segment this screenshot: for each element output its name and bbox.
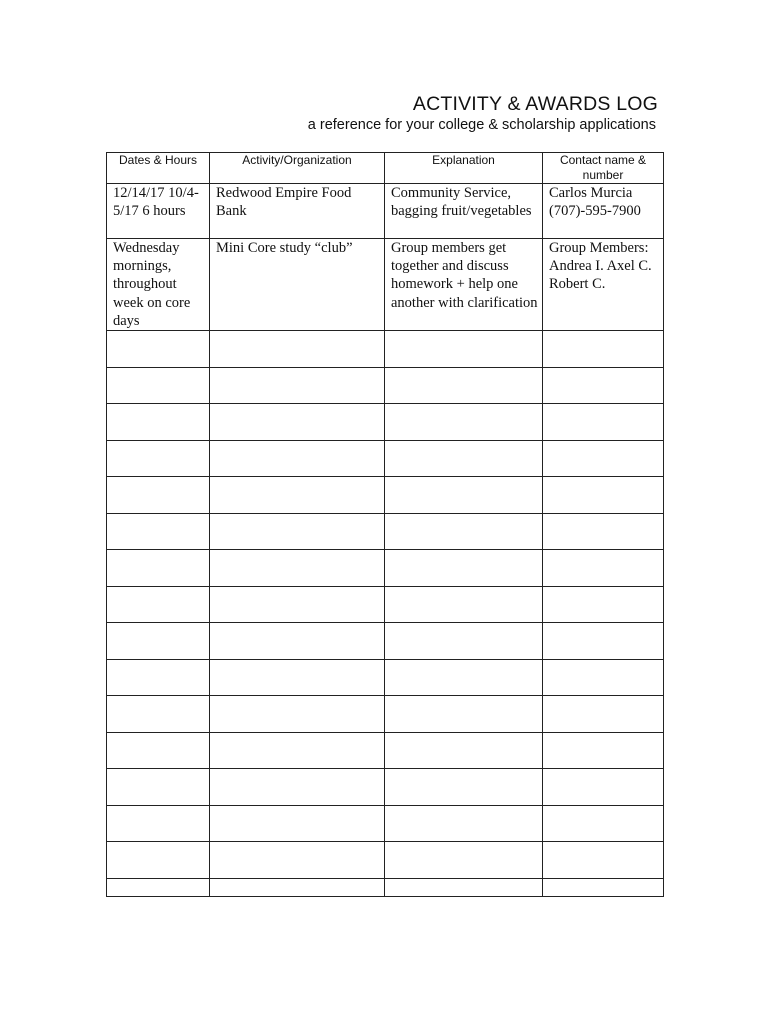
cell-activity-organization: Redwood Empire Food Bank xyxy=(210,184,385,239)
cell-contact-empty xyxy=(543,769,664,806)
cell-explanation-empty xyxy=(385,732,543,769)
cell-activity-organization-empty xyxy=(210,659,385,696)
cell-activity-organization-empty xyxy=(210,440,385,477)
table-header-row xyxy=(107,153,664,184)
document-subtitle: a reference for your college & scholarship applications xyxy=(307,117,656,133)
cell-activity-organization-empty xyxy=(210,878,385,896)
cell-explanation-empty xyxy=(385,367,543,404)
header-contact: Contact name & number xyxy=(543,153,664,184)
cell-dates-hours-empty xyxy=(107,404,210,441)
cell-activity-organization-empty xyxy=(210,367,385,404)
table-row-empty xyxy=(107,367,664,404)
cell-activity-organization: Mini Core study “club” xyxy=(210,239,385,331)
cell-explanation-empty xyxy=(385,586,543,623)
cell-explanation-empty xyxy=(385,659,543,696)
document-title: ACTIVITY & AWARDS LOG xyxy=(412,93,658,115)
cell-contact-empty xyxy=(543,477,664,514)
cell-dates-hours-empty xyxy=(107,331,210,368)
table-row-empty xyxy=(107,331,664,368)
table-row-empty xyxy=(107,550,664,587)
cell-explanation-empty xyxy=(385,440,543,477)
table-row-empty xyxy=(107,696,664,733)
cell-dates-hours: Wednesday mornings, throughout week on core days xyxy=(107,239,210,331)
cell-dates-hours-empty xyxy=(107,769,210,806)
table-row-empty xyxy=(107,586,664,623)
cell-dates-hours-empty xyxy=(107,513,210,550)
cell-activity-organization-empty xyxy=(210,696,385,733)
cell-explanation: Group members get together and discuss homework + help one another with clarification xyxy=(385,239,543,331)
cell-explanation-empty xyxy=(385,404,543,441)
cell-dates-hours: 12/14/17 10/4-5/17 6 hours xyxy=(107,184,210,239)
cell-explanation-empty xyxy=(385,878,543,896)
cell-dates-hours-empty xyxy=(107,477,210,514)
cell-contact: Carlos Murcia (707)-595-7900 xyxy=(543,184,664,239)
table-row-empty xyxy=(107,842,664,879)
cell-explanation-empty xyxy=(385,805,543,842)
cell-contact-empty xyxy=(543,586,664,623)
cell-contact-empty xyxy=(543,842,664,879)
cell-explanation-empty xyxy=(385,550,543,587)
cell-activity-organization-empty xyxy=(210,513,385,550)
table-row-empty xyxy=(107,477,664,514)
cell-explanation-empty xyxy=(385,513,543,550)
cell-activity-organization-empty xyxy=(210,586,385,623)
table-row-empty xyxy=(107,805,664,842)
cell-activity-organization-empty xyxy=(210,842,385,879)
cell-explanation-empty xyxy=(385,842,543,879)
header-explanation: Explanation xyxy=(385,153,543,184)
cell-contact-empty xyxy=(543,331,664,368)
cell-contact-empty xyxy=(543,513,664,550)
cell-contact-empty xyxy=(543,550,664,587)
table-row-empty xyxy=(107,659,664,696)
cell-dates-hours-empty xyxy=(107,623,210,660)
table-row-empty xyxy=(107,878,664,896)
cell-contact-empty xyxy=(543,805,664,842)
table-row-empty xyxy=(107,623,664,660)
cell-contact-empty xyxy=(543,440,664,477)
cell-dates-hours-empty xyxy=(107,440,210,477)
header-activity-organization: Activity/Organization xyxy=(210,153,385,184)
cell-contact-empty xyxy=(543,696,664,733)
table-row-empty xyxy=(107,513,664,550)
cell-explanation: Community Service, bagging fruit/vegetables xyxy=(385,184,543,239)
cell-explanation-empty xyxy=(385,331,543,368)
table-row-empty xyxy=(107,440,664,477)
header-dates-hours: Dates & Hours xyxy=(107,153,210,184)
cell-dates-hours-empty xyxy=(107,878,210,896)
cell-contact-empty xyxy=(543,623,664,660)
cell-activity-organization-empty xyxy=(210,331,385,368)
cell-activity-organization-empty xyxy=(210,623,385,660)
cell-dates-hours-empty xyxy=(107,842,210,879)
table-row-empty xyxy=(107,769,664,806)
table-row xyxy=(107,239,664,331)
cell-dates-hours-empty xyxy=(107,550,210,587)
table-row-empty xyxy=(107,732,664,769)
cell-contact-empty xyxy=(543,659,664,696)
cell-contact: Group Members: Andrea I. Axel C. Robert C. xyxy=(543,239,664,331)
cell-dates-hours-empty xyxy=(107,659,210,696)
cell-explanation-empty xyxy=(385,623,543,660)
cell-activity-organization-empty xyxy=(210,732,385,769)
cell-contact-empty xyxy=(543,404,664,441)
cell-activity-organization-empty xyxy=(210,550,385,587)
cell-dates-hours-empty xyxy=(107,732,210,769)
cell-dates-hours-empty xyxy=(107,805,210,842)
table-row-empty xyxy=(107,404,664,441)
cell-dates-hours-empty xyxy=(107,367,210,404)
cell-contact-empty xyxy=(543,878,664,896)
cell-activity-organization-empty xyxy=(210,805,385,842)
cell-activity-organization-empty xyxy=(210,404,385,441)
cell-contact-empty xyxy=(543,732,664,769)
cell-explanation-empty xyxy=(385,477,543,514)
cell-contact-empty xyxy=(543,367,664,404)
table-row xyxy=(107,184,664,239)
cell-activity-organization-empty xyxy=(210,769,385,806)
cell-dates-hours-empty xyxy=(107,696,210,733)
cell-activity-organization-empty xyxy=(210,477,385,514)
cell-explanation-empty xyxy=(385,769,543,806)
cell-dates-hours-empty xyxy=(107,586,210,623)
cell-explanation-empty xyxy=(385,696,543,733)
activity-log-table xyxy=(106,152,664,897)
